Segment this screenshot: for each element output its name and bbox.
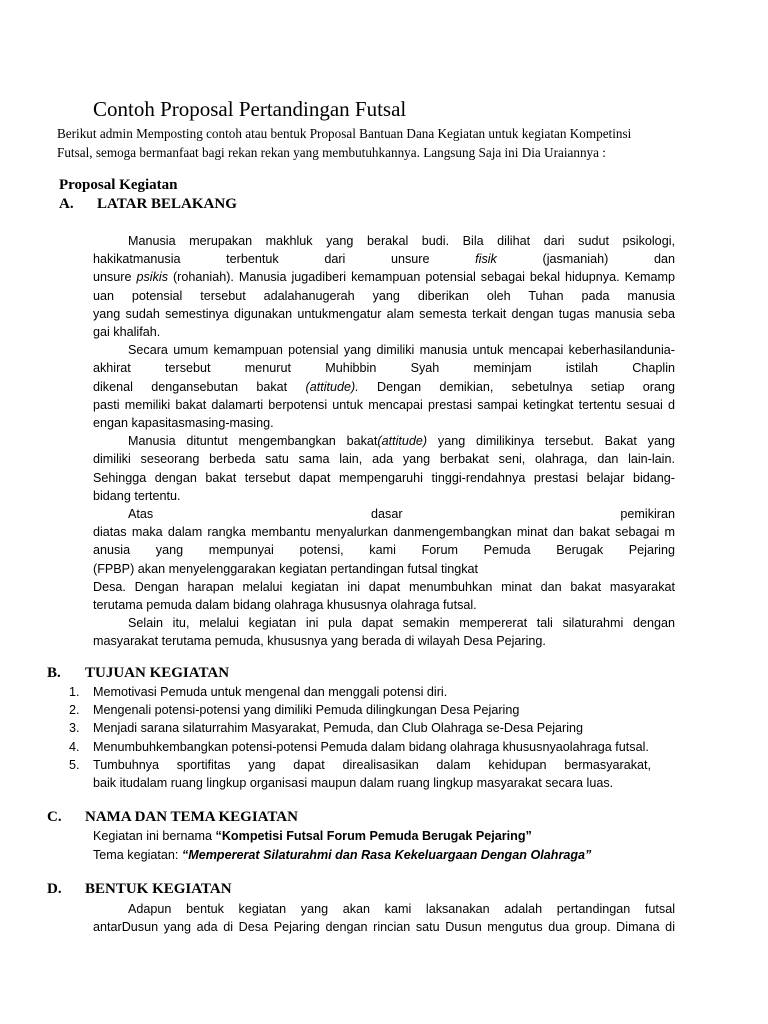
list-item-text: Menumbuhkembangkan potensi-potensi Pemuda dalam bidang olahraga khususnyaolahraga futsal. bbox=[93, 739, 649, 754]
section-a-line bbox=[93, 380, 675, 394]
section-d-line-1: Adapun bentuk kegiatan yang akan kami laksanakan adalah pertandingan futsal bbox=[128, 902, 675, 916]
section-a-line: Atas dasar pemikiran bbox=[128, 507, 675, 521]
section-b-letter: B. bbox=[47, 665, 61, 681]
section-a-letter: A. bbox=[59, 196, 74, 212]
section-a-line bbox=[93, 270, 675, 284]
line-emphasis: psikis bbox=[136, 270, 168, 285]
section-a-line: Sehingga dengan bakat tersebut dapat mempengaruhi tinggi-rendahnya prestasi belajar bidang- bbox=[93, 470, 675, 485]
list-item-text: Tumbuhnya sportifitas yang dapat direalisasikan dalam kehidupan bermasyarakat, bbox=[93, 757, 651, 772]
section-a-line: masyarakat terutama pemuda, khususnya yang berada di wilayah Desa Pejaring. bbox=[93, 634, 546, 649]
section-a-line: anusia yang mempunyai potensi, kami Forum Pemuda Berugak Pejaring bbox=[93, 543, 675, 558]
section-a-line: (FPBP) akan menyelenggarakan kegiatan pertandingan futsal tingkat bbox=[93, 561, 479, 576]
section-a-line: Secara umum kemampuan potensial yang dimiliki manusia untuk mencapai keberhasilandunia- bbox=[128, 343, 675, 358]
section-a-line: akhirat tersebut menurut Muhibbin Syah meminjam istilah Chaplin bbox=[93, 361, 675, 376]
list-item-text: Memotivasi Pemuda untuk mengenal dan menggali potensi diri. bbox=[93, 685, 448, 699]
section-a-line: Selain itu, melalui kegiatan ini pula dapat semakin mempererat tali silaturahmi dengan bbox=[128, 616, 675, 631]
main-heading: Proposal Kegiatan bbox=[59, 177, 178, 193]
section-a-line: dimiliki seseorang berbeda satu sama lain, ada yang berbakat seni, olahraga, dan lain-lain. bbox=[93, 452, 675, 467]
section-d-line-2: antarDusun yang ada di Desa Pejaring dengan rincian satu Dusun mengutus dua group. Dimana di bbox=[93, 920, 675, 934]
section-a-line: Desa. Dengan harapan melalui kegiatan ini dapat menumbuhkan minat dan bakat masyarakat bbox=[93, 579, 675, 594]
section-a-line: gai khalifah. bbox=[93, 325, 161, 339]
activity-theme-value: “Mempererat Silaturahmi dan Rasa Kekeluargaan Dengan Olahraga” bbox=[181, 848, 592, 862]
list-item bbox=[69, 721, 651, 735]
list-item-text: Menjadi sarana silaturrahim Masyarakat, Pemuda, dan Club Olahraga se-Desa Pejaring bbox=[93, 721, 584, 736]
list-item-number: 5. bbox=[69, 757, 80, 772]
section-a-line bbox=[93, 434, 675, 448]
activity-name-value: “Kompetisi Futsal Forum Pemuda Berugak Pejaring” bbox=[215, 829, 532, 843]
line-text: (jasmaniah) dan bbox=[496, 252, 675, 267]
section-b-heading: TUJUAN KEGIATAN bbox=[85, 665, 230, 681]
list-item-text: Mengenali potensi-potensi yang dimiliki Pemuda dilingkungan Desa Pejaring bbox=[93, 703, 520, 718]
list-item-number: 4. bbox=[69, 739, 80, 754]
section-a-line: bidang tertentu. bbox=[93, 488, 181, 503]
line-emphasis: fisik bbox=[475, 252, 497, 267]
section-a-line: yang sudah semestinya digunakan untukmengatur alam semesta terkait dengan tugas manusia seba bbox=[93, 306, 675, 321]
section-d-letter: D. bbox=[47, 881, 62, 897]
list-item-number: 2. bbox=[69, 703, 80, 718]
line-text: unsure bbox=[93, 270, 137, 285]
section-a-line: terutama pemuda dalam bidang olahraga khususnya olahraga futsal. bbox=[93, 598, 477, 612]
activity-theme-label: Tema kegiatan: bbox=[93, 848, 182, 862]
document-title: Contoh Proposal Pertandingan Futsal bbox=[93, 97, 407, 121]
section-a-heading: LATAR BELAKANG bbox=[97, 196, 237, 212]
section-c-heading: NAMA DAN TEMA KEGIATAN bbox=[85, 809, 298, 825]
list-item bbox=[69, 703, 651, 717]
intro-line-1: Berikut admin Memposting contoh atau bentuk Proposal Bantuan Dana Kegiatan untuk kegiatan Kompetinsi bbox=[57, 126, 632, 141]
list-item bbox=[69, 685, 651, 699]
section-a-line: engan kapasitasmasing-masing. bbox=[93, 416, 274, 430]
line-text: dikenal dengansebutan bakat bbox=[93, 379, 306, 394]
line-text: Dengan demikian, sebetulnya setiap orang bbox=[358, 379, 675, 394]
section-c-letter: C. bbox=[47, 809, 62, 825]
section-d-heading: BENTUK KEGIATAN bbox=[85, 881, 232, 897]
line-emphasis: (attitude) bbox=[377, 434, 428, 449]
section-a-line: uan potensial tersebut adalahanugerah yang diberikan oleh Tuhan pada manusia bbox=[93, 288, 675, 303]
line-text: yang dimilikinya tersebut. Bakat yang bbox=[427, 434, 675, 449]
activity-name-label: Kegiatan ini bernama bbox=[93, 829, 216, 843]
line-emphasis: (attitude). bbox=[305, 379, 359, 394]
list-item bbox=[69, 740, 651, 754]
section-a-line: Manusia merupakan makhluk yang berakal budi. Bila dilihat dari sudut psikologi, bbox=[128, 234, 675, 248]
activity-theme-line bbox=[93, 848, 591, 862]
line-text: Manusia dituntut mengembangkan bakat bbox=[128, 434, 378, 449]
list-item-number: 1. bbox=[69, 685, 80, 699]
section-b-continuation: baik itudalam ruang lingkup organisasi maupun dalam ruang lingkup masyarakat secara luas. bbox=[93, 776, 614, 790]
section-a-line bbox=[93, 252, 675, 266]
list-item-number: 3. bbox=[69, 721, 80, 736]
list-item bbox=[69, 758, 651, 772]
section-a-line: diatas maka dalam rangka membantu menyalurkan danmengembangkan minat dan bakat sebagai m bbox=[93, 525, 675, 540]
line-text: (rohaniah). Manusia jugadiberi kemampuan potensial sebagai bekal hidupnya. Kemamp bbox=[168, 270, 675, 285]
line-text: hakikatmanusia terbentuk dari unsure bbox=[93, 252, 476, 267]
section-a-line: pasti memiliki bakat dalamarti berpotensi untuk mencapai prestasi sampai ketingkat tertentu sesuai d bbox=[93, 397, 675, 412]
activity-name-line bbox=[93, 829, 532, 843]
intro-line-2: Futsal, semoga bermanfaat bagi rekan rekan yang membutuhkannya. Langsung Saja ini Dia Uraiannya : bbox=[57, 145, 606, 160]
